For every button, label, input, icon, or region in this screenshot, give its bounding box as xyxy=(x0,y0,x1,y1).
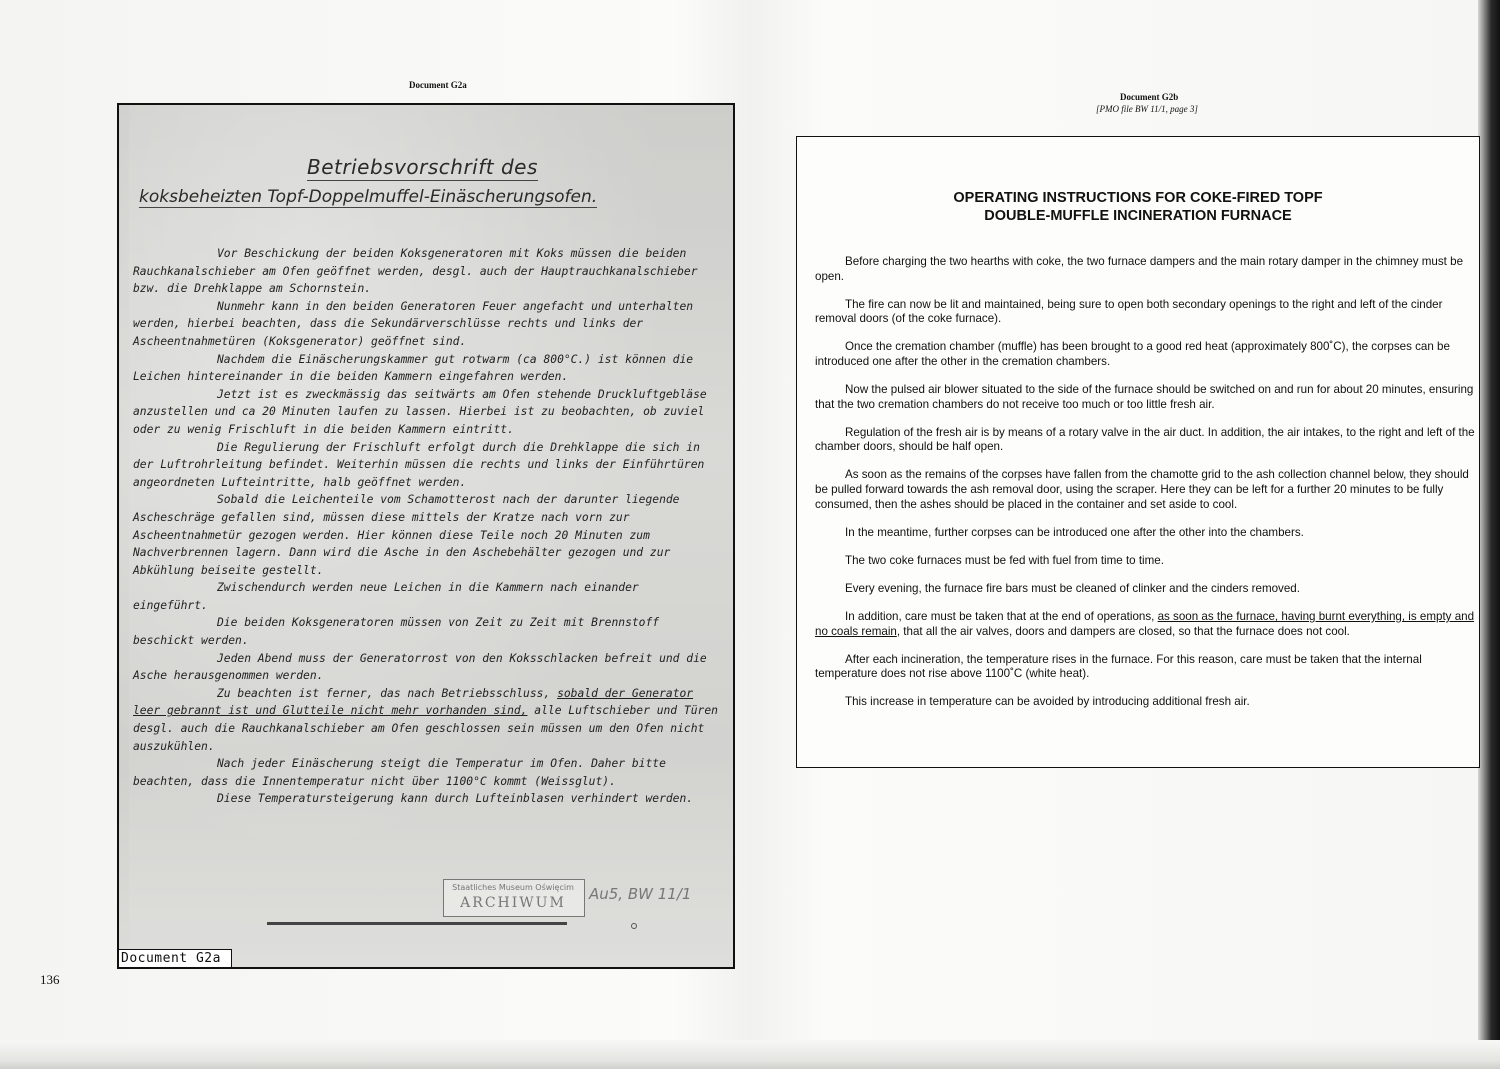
scan-paragraph: Diese Temperatursteigerung kann durch Lufteinblasen verhindert werden. xyxy=(217,792,694,806)
page-number: 136 xyxy=(40,972,60,987)
stamp-institution: Staatliches Museum Oświęcim xyxy=(452,883,574,892)
translation-title xyxy=(797,189,1479,225)
scan-rule xyxy=(267,922,567,925)
archive-stamp xyxy=(443,879,585,917)
translation-paragraph: In the meantime, further corpses can be introduced one after the other into the chambers. xyxy=(845,525,1304,539)
underlined-text: as soon as the furnace, having burnt everything, is empty and no coals remain xyxy=(815,610,1475,638)
translation-paragraph: Before charging the two hearths with coke, the two furnace dampers and the main rotary damper in the chimney must be open. xyxy=(815,255,1464,283)
text-run: In addition, care must be taken that at the end of operations, xyxy=(845,610,1158,623)
scan-subtitle: koksbeheizten Topf-Doppelmuffel-Einäscherungsofen. xyxy=(139,187,598,207)
page-bottom-edge xyxy=(0,1040,1500,1069)
translation-paragraph: The two coke furnaces must be fed with fuel from time to time. xyxy=(845,553,1164,567)
translation-paragraph: Now the pulsed air blower situated to the side of the furnace should be switched on and run for about 20 minutes, ensuring that the two cremation chambers do not receive too much or too little fresh air. xyxy=(815,383,1474,411)
scan-paragraph: Nachdem die Einäscherungskammer gut rotwarm (ca 800°C.) ist können die Leichen hintereinander in die beiden Kammern eingefahren werden. xyxy=(133,352,694,384)
translation-paragraph: Once the cremation chamber (muffle) has been brought to a good red heat (approximately 800˚C), the corpses can be introduced one after the other in the cremation chambers. xyxy=(815,340,1450,368)
translation-paragraph: After each incineration, the temperature rises in the furnace. For this reason, care must be taken that the internal temperature does not rise above 1100˚C (white heat). xyxy=(815,652,1422,681)
stamp-archive: ARCHIWUM xyxy=(460,895,566,911)
scan-body xyxy=(133,245,718,808)
scan-hole-mark xyxy=(631,923,637,929)
scan-paragraph: Zwischendurch werden neue Leichen in die Kammern nach einander eingeführt. xyxy=(133,581,639,612)
scan-paragraph-underlined xyxy=(133,685,718,755)
translation-paragraph: As soon as the remains of the corpses have fallen from the chamotte grid to the ash collection channel below, they should be pulled forward towards the ash removal door, using the scraper. Here they can be left for a further 20 minutes to be fully consumed, then the ashes should be placed in the container and set aside to cool. xyxy=(815,468,1469,511)
scan-paragraph: Nunmehr kann in den beiden Generatoren Feuer angefacht und unterhalten werden, hierbei beachten, dass die Sekundärverschlüsse rechts und links der Ascheentnahmetüren (Koksgenerator) geöffnet sind. xyxy=(133,299,694,348)
handwritten-archive-reference: Au5, BW 11/1 xyxy=(589,885,692,903)
translation-title-line: DOUBLE-MUFFLE INCINERATION FURNACE xyxy=(984,208,1292,224)
scan-paragraph: Jeden Abend muss der Generatorrost von den Koksschlacken befreit und die Asche herausgenommen werden. xyxy=(133,651,707,683)
scan-paragraph: Die Regulierung der Frischluft erfolgt durch die Drehklappe die sich in der Luftrohrleitung befindet. Weiterhin müssen die rechts und links der Einführtüren angeordneten Lufteintritte, halb geöffnet werden. xyxy=(133,440,705,489)
source-note: [PMO file BW 11/1, page 3] xyxy=(1096,104,1198,114)
translation-title-line: OPERATING INSTRUCTIONS FOR COKE-FIRED TOPF xyxy=(953,190,1323,206)
text-run: Zu beachten ist ferner, das nach Betriebsschluss, xyxy=(217,686,558,700)
scan-title: Betriebsvorschrift des xyxy=(307,155,538,179)
translation-paragraph-underlined xyxy=(815,610,1475,639)
scan-paragraph: Sobald die Leichenteile vom Schamotterost nach der darunter liegende Ascheschräge gefallen sind, müssen diese mittels der Kratze nach vorn zur Ascheentnahmetür gezogen werden. Hier können diese Teile noch 20 Minuten zum Nachverbrennen lagern. Dann wird die Asche in den Aschebehälter gezogen und zur Abkühlung beiseite gestellt. xyxy=(133,493,680,577)
scan-caption: Document G2a xyxy=(119,949,232,967)
left-document-header: Document G2a xyxy=(409,80,467,90)
translation-body xyxy=(815,255,1475,723)
translation-paragraph: Every evening, the furnace fire bars must be cleaned of clinker and the cinders removed. xyxy=(845,581,1300,595)
text-run: alle Luftschieber und Türen desgl. auch die Rauchkanalschieber am Ofen geschlossen sein müssen um den Ofen nicht auszukühlen. xyxy=(133,704,718,753)
scanned-german-document xyxy=(117,103,735,969)
underlined-text: sobald der Generator leer gebrannt ist und Glutteile nicht mehr vorhanden sind, xyxy=(133,686,694,718)
scan-paragraph: Nach jeder Einäscherung steigt die Temperatur im Ofen. Daher bitte beachten, dass die Innentemperatur nicht über 1100°C kommt (Weissglut). xyxy=(133,757,666,788)
scan-paragraph: Jetzt ist es zweckmässig das seitwärts am Ofen stehende Druckluftgebläse anzustellen und ca 20 Minuten laufen zu lassen. Hierbei ist zu beobachten, ob zuviel oder zu wenig Frischluft in die beiden Kammern eintritt. xyxy=(133,387,707,436)
translation-paragraph: Regulation of the fresh air is by means of a rotary valve in the air duct. In addition, the air intakes, to the right and left of the chamber doors, should be half open. xyxy=(815,425,1475,454)
text-run: , that all the air valves, doors and dampers are closed, so that the furnace does not cool. xyxy=(896,624,1350,638)
scan-paragraph: Die beiden Koksgeneratoren müssen von Zeit zu Zeit mit Brennstoff beschickt werden. xyxy=(133,616,660,648)
right-document-header: Document G2b xyxy=(1120,92,1179,102)
translation-paragraph: This increase in temperature can be avoided by introducing additional fresh air. xyxy=(845,695,1250,709)
book-binding-edge xyxy=(1478,0,1500,1069)
scan-paragraph: Vor Beschickung der beiden Koksgeneratoren mit Koks müssen die beiden Rauchkanalschieber am Ofen geöffnet werden, desgl. auch der Hauptrauchkanalschieber bzw. die Drehklappe am Schornstein. xyxy=(133,247,698,296)
english-translation-box xyxy=(796,136,1480,768)
translation-paragraph: The fire can now be lit and maintained, being sure to open both secondary openings to the right and left of the cinder removal doors (of the coke furnace). xyxy=(815,297,1443,326)
